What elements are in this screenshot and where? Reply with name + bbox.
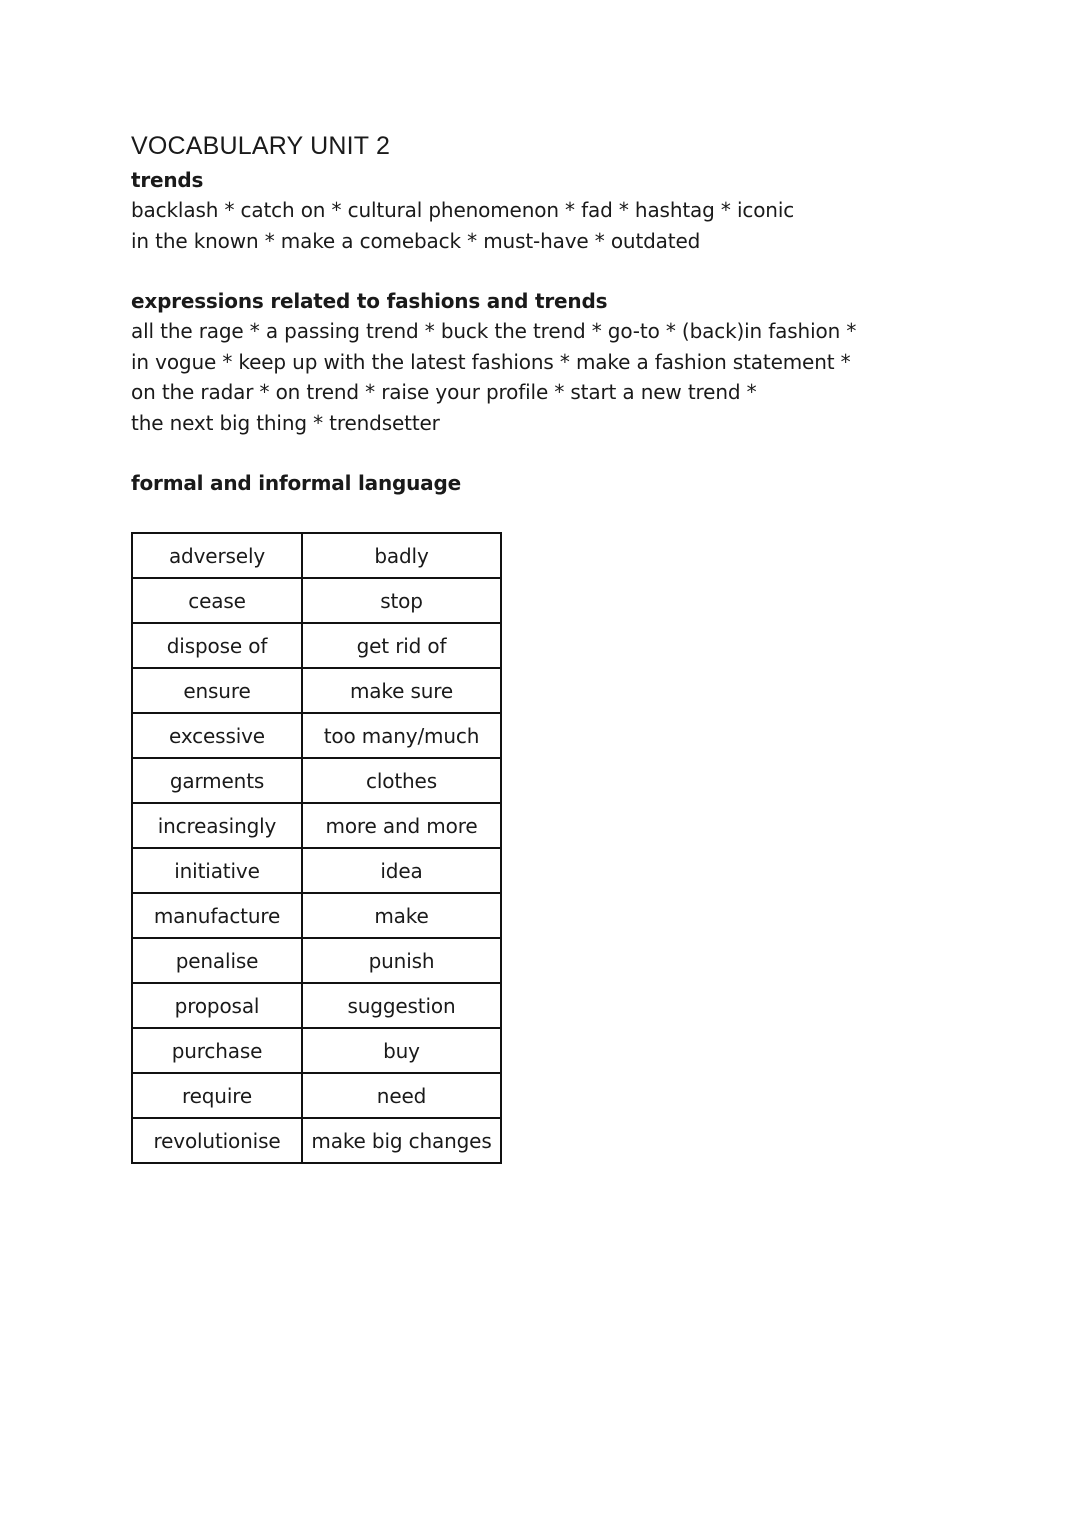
document-page (131, 128, 971, 1164)
formal-word-cell: ensure (132, 668, 302, 713)
table-row (132, 1073, 501, 1118)
table-row (132, 803, 501, 848)
informal-word-cell: stop (302, 578, 501, 623)
informal-word-cell: get rid of (302, 623, 501, 668)
section-heading-trends: trends (131, 168, 204, 192)
section-trends (131, 165, 971, 256)
section-heading-formal-informal: formal and informal language (131, 471, 461, 495)
word-list-line: in the known * make a comeback * must-have * outdated (131, 228, 701, 253)
section-spacer (131, 438, 971, 468)
table-body (132, 533, 501, 1163)
informal-word-cell: badly (302, 533, 501, 578)
formal-word-cell: increasingly (132, 803, 302, 848)
formal-word-cell: manufacture (132, 893, 302, 938)
informal-word-cell: more and more (302, 803, 501, 848)
table-row (132, 893, 501, 938)
formal-word-cell: dispose of (132, 623, 302, 668)
table-row (132, 938, 501, 983)
word-list-line: on the radar * on trend * raise your profile * start a new trend * (131, 380, 757, 404)
formal-word-cell: adversely (132, 533, 302, 578)
informal-word-cell: make big changes (302, 1118, 501, 1163)
informal-word-cell: punish (302, 938, 501, 983)
informal-word-cell: need (302, 1073, 501, 1118)
informal-word-cell: too many/much (302, 713, 501, 758)
formal-word-cell: revolutionise (132, 1118, 302, 1163)
section-spacer (131, 256, 971, 286)
section-formal-informal (131, 468, 971, 1164)
table-row (132, 533, 501, 578)
formal-word-cell: proposal (132, 983, 302, 1028)
table-row (132, 758, 501, 803)
table-spacer (131, 498, 971, 532)
section-expressions (131, 286, 971, 438)
informal-word-cell: buy (302, 1028, 501, 1073)
informal-word-cell: suggestion (302, 983, 501, 1028)
formal-word-cell: penalise (132, 938, 302, 983)
informal-word-cell: make (302, 893, 501, 938)
word-list-line: all the rage * a passing trend * buck the trend * go-to * (back)in fashion * (131, 319, 857, 343)
table-row (132, 713, 501, 758)
informal-word-cell: make sure (302, 668, 501, 713)
formal-word-cell: garments (132, 758, 302, 803)
table-row (132, 668, 501, 713)
page-title: VOCABULARY UNIT 2 (131, 132, 391, 160)
table-row (132, 983, 501, 1028)
informal-word-cell: idea (302, 848, 501, 893)
table-row (132, 623, 501, 668)
formal-word-cell: purchase (132, 1028, 302, 1073)
formal-word-cell: require (132, 1073, 302, 1118)
formal-word-cell: cease (132, 578, 302, 623)
formal-informal-table (131, 532, 502, 1164)
informal-word-cell: clothes (302, 758, 501, 803)
table-row (132, 848, 501, 893)
section-heading-expressions: expressions related to fashions and trends (131, 289, 608, 313)
formal-word-cell: excessive (132, 713, 302, 758)
word-list-line: backlash * catch on * cultural phenomenon * fad * hashtag * iconic (131, 198, 795, 222)
table-row (132, 1028, 501, 1073)
word-list-line: in vogue * keep up with the latest fashions * make a fashion statement * (131, 349, 851, 374)
formal-word-cell: initiative (132, 848, 302, 893)
word-list-line: the next big thing * trendsetter (131, 410, 440, 435)
table-row (132, 578, 501, 623)
table-row (132, 1118, 501, 1163)
